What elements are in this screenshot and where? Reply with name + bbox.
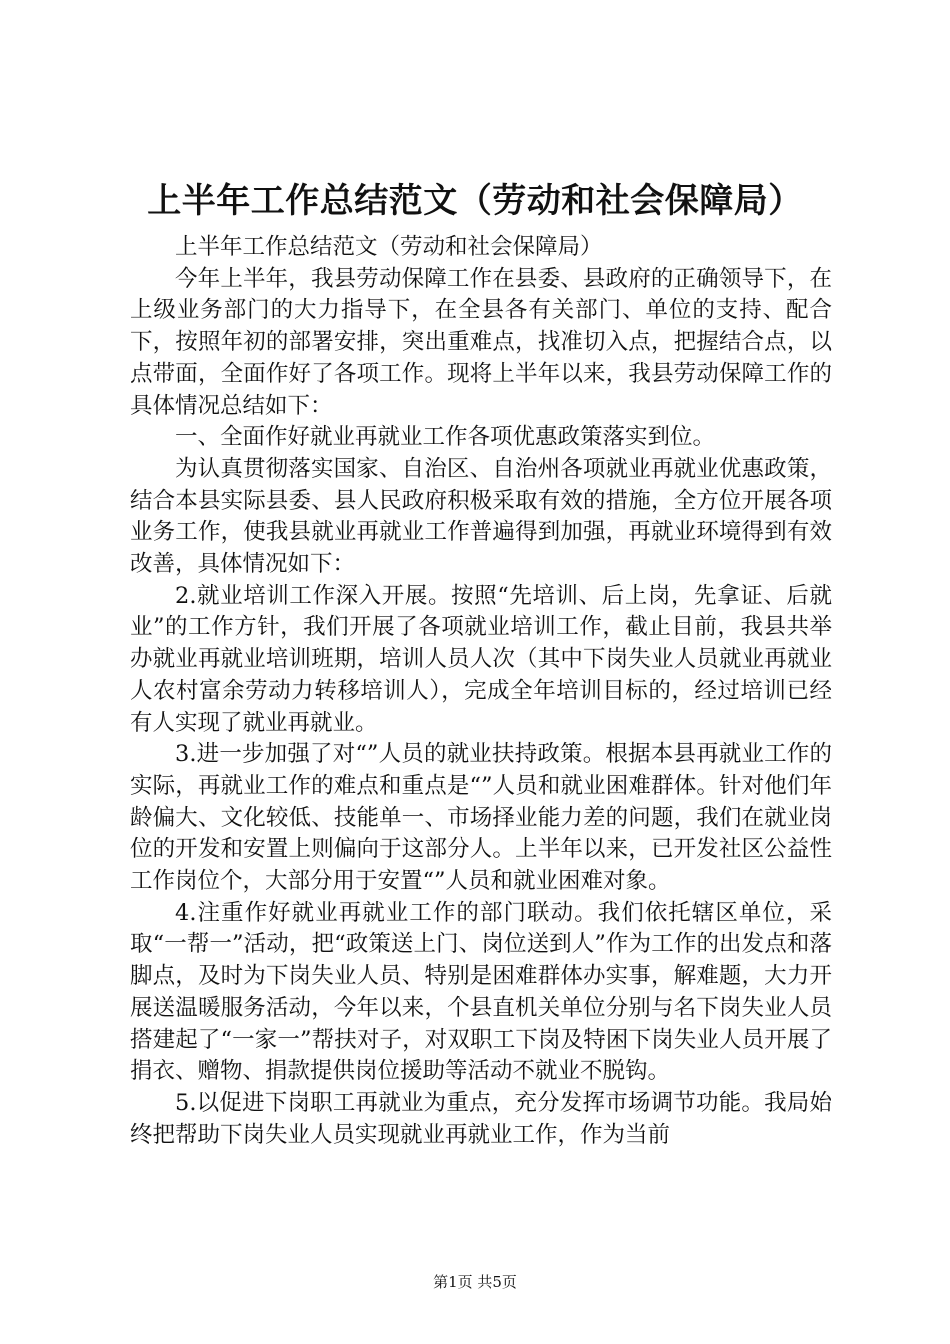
item-paragraph-5: 5.以促进下岗职工再就业为重点，充分发挥市场调节功能。我局始终把帮助下岗失业人员实现就业再就业工作，作为当前 (130, 1089, 832, 1148)
section-heading-1: 一、全面作好就业再就业工作各项优惠政策落实到位。 (175, 424, 716, 451)
item-paragraph-2: 2.就业培训工作深入开展。按照“先培训、后上岗，先拿证、后就业”的工作方针，我们开展了各项就业培训工作，截止目前，我县共举办就业再就业培训班期，培训人员人次（其中下岗失业人员就业再就业人农村富余劳动力转移培训人），完成全年培训目标的，经过培训已经有人实现了就业再就业。 (130, 582, 832, 736)
document-body (130, 232, 832, 1151)
item-paragraph-3: 3.进一步加强了对“”人员的就业扶持政策。根据本县再就业工作的实际，再就业工作的难点和重点是“”人员和就业困难群体。针对他们年龄偏大、文化较低、技能单一、市场择业能力差的问题，我们在就业岗位的开发和安置上则偏向于这部分人。上半年以来，已开发社区公益性工作岗位个，大部分用于安置“”人员和就业困难对象。 (130, 741, 832, 895)
document-title: 上半年工作总结范文（劳动和社会保障局） (147, 181, 803, 221)
subtitle-paragraph: 上半年工作总结范文（劳动和社会保障局） (175, 234, 603, 260)
page-footer: 第1页 共5页 (433, 1273, 517, 1291)
item-paragraph-4: 4.注重作好就业再就业工作的部门联动。我们依托辖区单位，采取“一帮一”活动，把“政策送上门、岗位送到人”作为工作的出发点和落脚点，及时为下岗失业人员、特别是困难群体办实事，解难题，大力开展送温暖服务活动，今年以来，个县直机关单位分别与名下岗失业人员搭建起了“一家一”帮扶对子，对双职工下岗及特困下岗失业人员开展了捐衣、赠物、捐款提供岗位援助等活动不就业不脱钩。 (130, 899, 832, 1085)
intro-paragraph: 今年上半年，我县劳动保障工作在县委、县政府的正确领导下，在上级业务部门的大力指导下，在全县各有关部门、单位的支持、配合下，按照年初的部署安排，突出重难点，找准切入点，把握结合点，以点带面，全面作好了各项工作。现将上半年以来，我县劳动保障工作的具体情况总结如下： (130, 265, 832, 419)
body-paragraph: 为认真贯彻落实国家、自治区、自治州各项就业再就业优惠政策，结合本县实际县委、县人民政府积极采取有效的措施，全方位开展各项业务工作，使我县就业再就业工作普遍得到加强，再就业环境得到有效改善，具体情况如下： (130, 455, 832, 578)
